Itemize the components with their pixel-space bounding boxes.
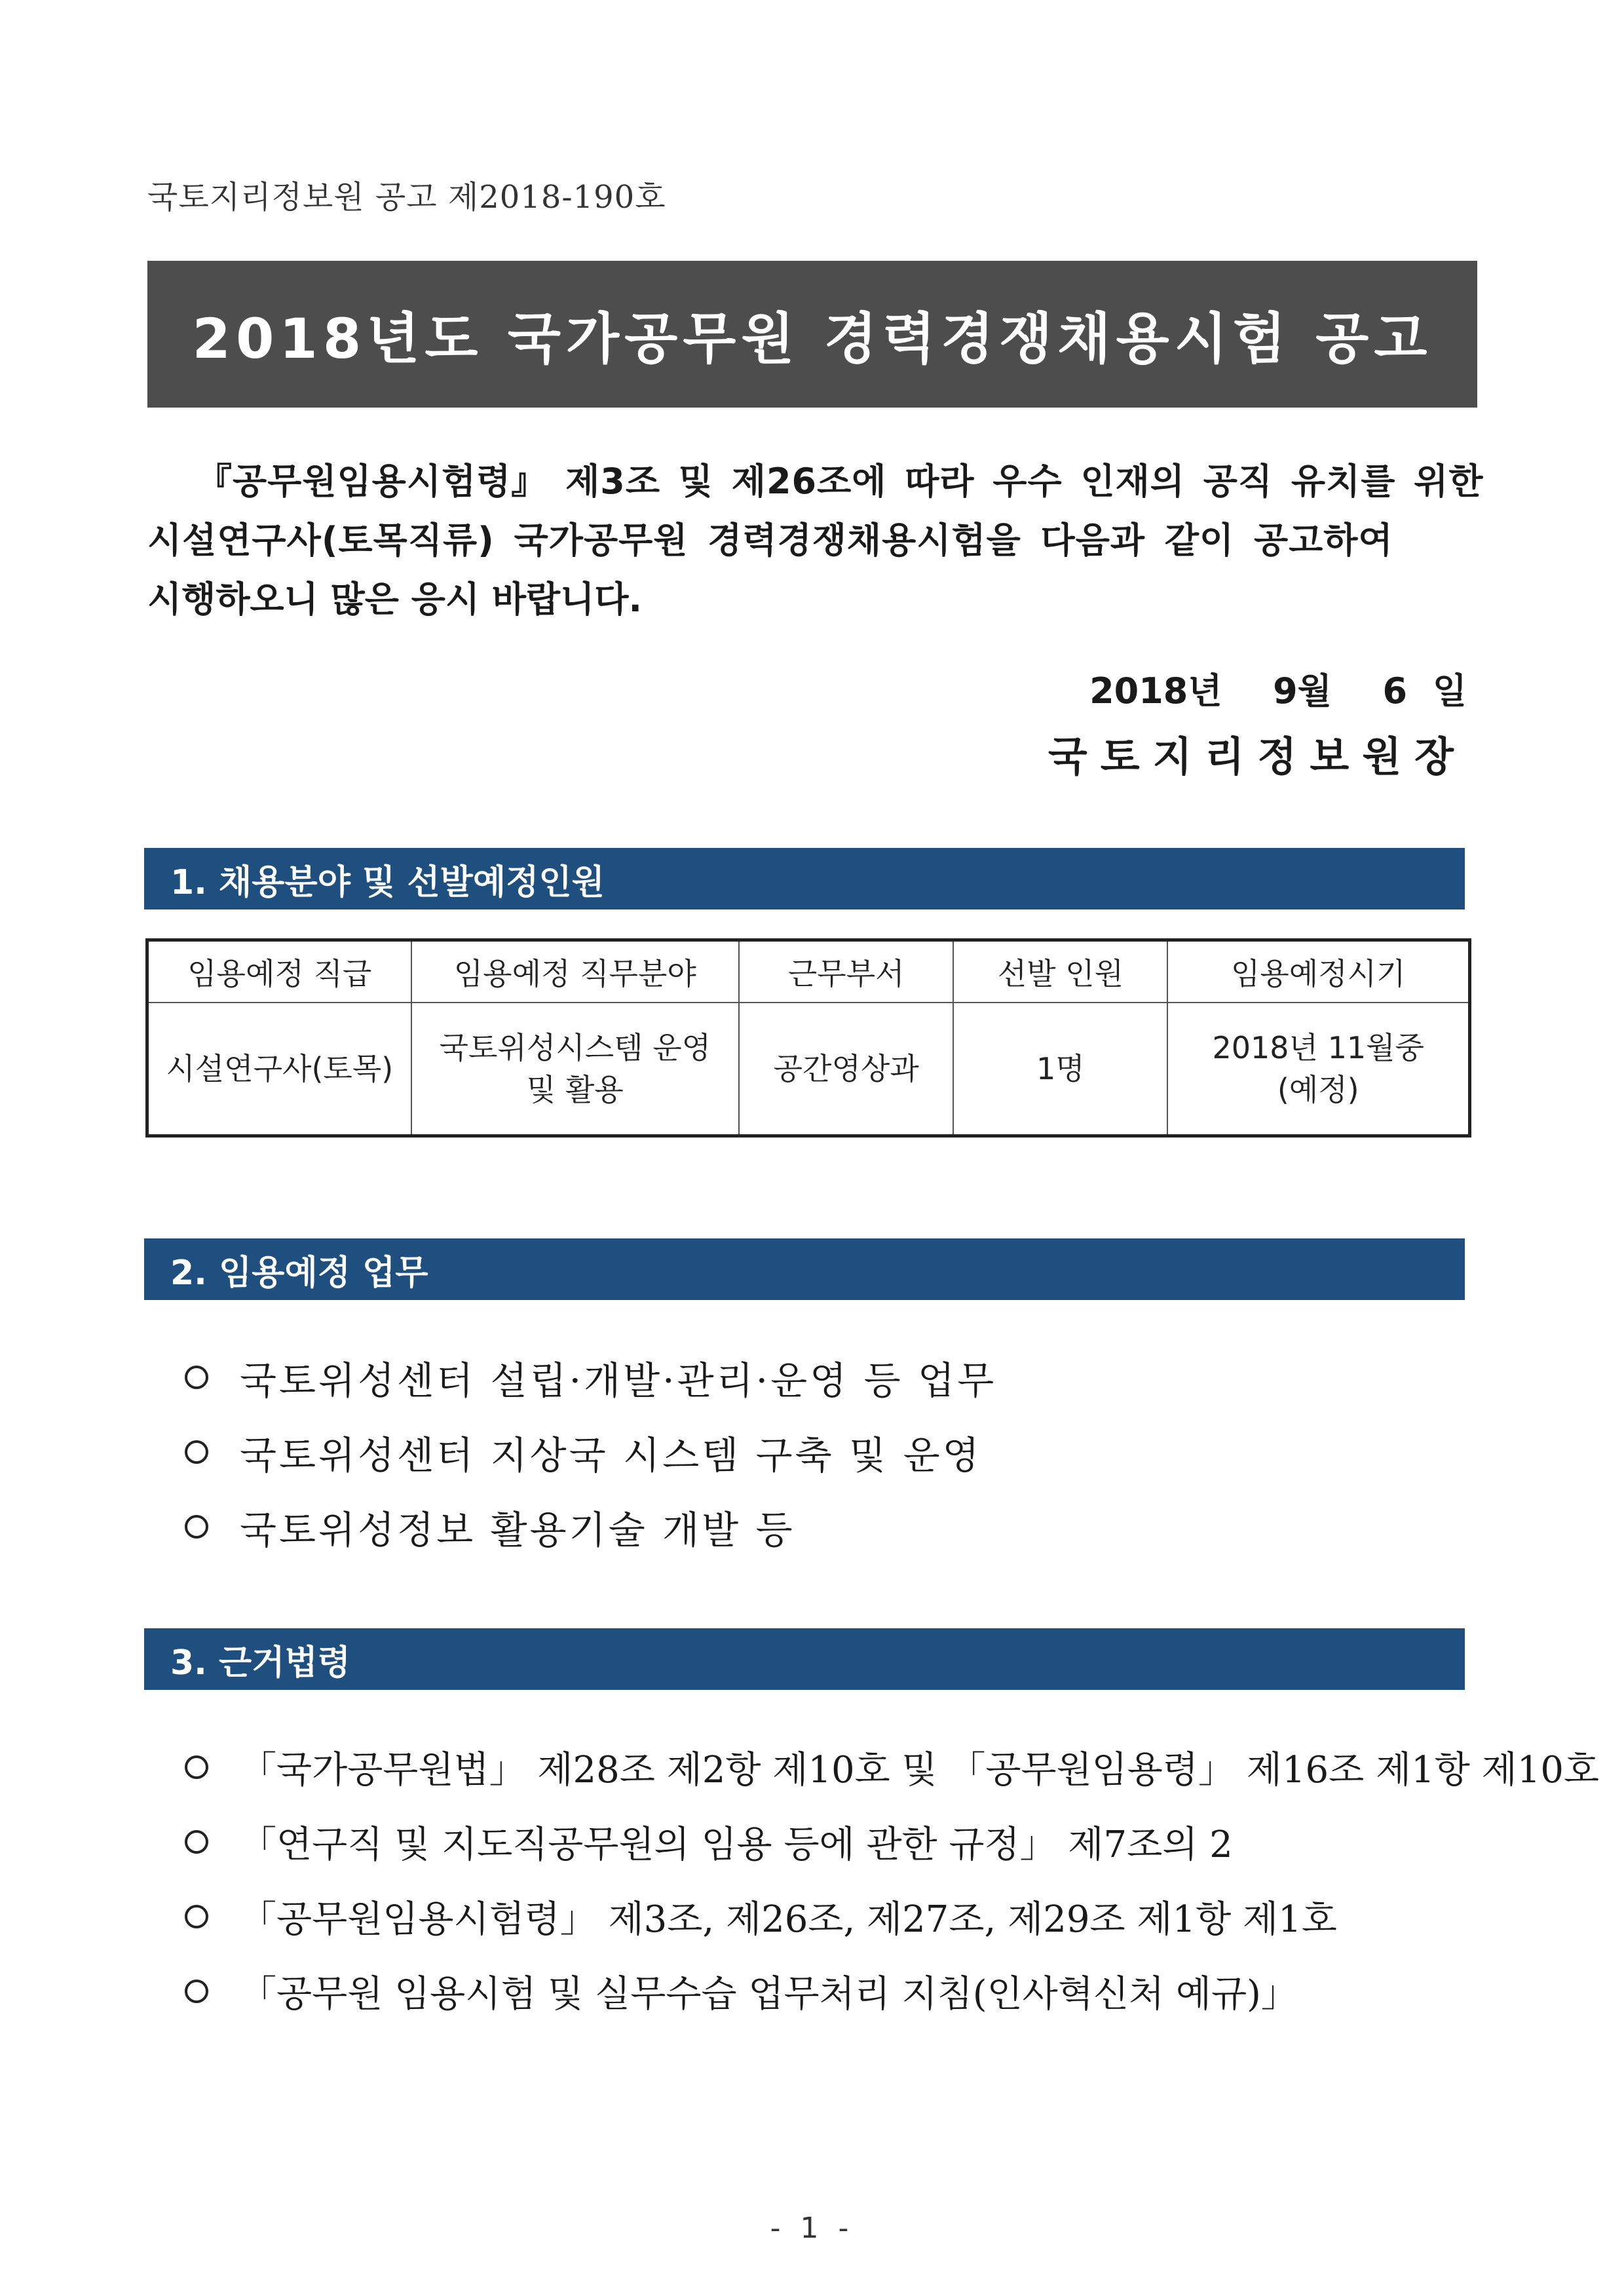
list-item xyxy=(185,1489,1495,1564)
list-item xyxy=(185,1730,1600,1805)
list-item xyxy=(185,1415,1495,1489)
list-item-text: 「공무원 임용시험 및 실무수습 업무처리 지침(인사혁신처 예규)」 xyxy=(240,1973,1298,2016)
column-header: 근무부서 xyxy=(739,940,953,1003)
list-item-text: 「연구직 및 지도직공무원의 임용 등에 관한 규정」 제7조의 2 xyxy=(240,1824,1233,1866)
list-item xyxy=(185,1954,1495,2029)
circle-bullet-icon xyxy=(185,1980,208,2003)
cell-period-line-2: (예정) xyxy=(1277,1072,1359,1107)
cell-field-line-2: 및 활용 xyxy=(526,1072,624,1107)
circle-bullet-icon xyxy=(185,1515,208,1539)
column-header: 임용예정 직무분야 xyxy=(411,940,740,1003)
intro-line-2: 시설연구사(토목직류) 국가공무원 경력경쟁채용시험을 다음과 같이 공고하여 xyxy=(147,520,1393,561)
circle-bullet-icon xyxy=(185,1830,208,1854)
circle-bullet-icon xyxy=(185,1905,208,1928)
page-number: - 1 - xyxy=(770,2211,854,2245)
document-title: 2018년도 국가공무원 경력경쟁채용시험 공고 xyxy=(192,306,1433,371)
intro-paragraph xyxy=(147,452,1484,629)
cell-period xyxy=(1167,1003,1469,1136)
notice-date: 2018년 9월 6 일 xyxy=(1089,670,1467,712)
cell-field xyxy=(411,1003,740,1136)
list-item xyxy=(185,1805,1495,1879)
section-3-title: 3. 근거법령 xyxy=(170,1643,350,1683)
intro-line-3: 시행하오니 많은 응시 바랍니다. xyxy=(147,579,643,620)
section-3-header xyxy=(144,1628,1465,1690)
positions-table xyxy=(145,938,1471,1138)
section-1-title: 1. 채용분야 및 선발예정인원 xyxy=(170,862,605,902)
list-item-text: 「국가공무원법」 제28조 제2항 제10호 및 「공무원임용령」 제16조 제1항 제10호 xyxy=(240,1749,1600,1791)
cell-period-line-1: 2018년 11월중 xyxy=(1212,1030,1424,1065)
laws-list xyxy=(185,1730,1600,2029)
section-2-title: 2. 임용예정 업무 xyxy=(170,1253,428,1293)
circle-bullet-icon xyxy=(185,1366,208,1389)
notice-number: 국토지리정보원 공고 제2018-190호 xyxy=(147,179,666,216)
list-item-text: 국토위성정보 활용기술 개발 등 xyxy=(240,1508,795,1552)
section-1-header xyxy=(144,848,1465,909)
cell-field-line-1: 국토위성시스템 운영 xyxy=(439,1030,711,1065)
column-header: 임용예정시기 xyxy=(1167,940,1469,1003)
duties-list xyxy=(185,1340,1495,1564)
list-item-text: 국토위성센터 지상국 시스템 구축 및 운영 xyxy=(240,1433,982,1478)
intro-line-1: 『공무원임용시험령』 제3조 및 제26조에 따라 우수 인재의 공직 유치를 위한 xyxy=(197,461,1484,502)
list-item xyxy=(185,1340,1495,1415)
column-header: 선발 인원 xyxy=(953,940,1167,1003)
table-row xyxy=(147,1003,1470,1136)
list-item-text: 국토위성센터 설립·개발·관리·운영 등 업무 xyxy=(240,1358,997,1403)
cell-department: 공간영상과 xyxy=(739,1003,953,1136)
section-2-header xyxy=(144,1238,1465,1300)
circle-bullet-icon xyxy=(185,1755,208,1779)
cell-headcount: 1명 xyxy=(953,1003,1167,1136)
issuer-name: 국토지리정보원장 xyxy=(1048,733,1467,780)
list-item xyxy=(185,1879,1495,1954)
column-header: 임용예정 직급 xyxy=(147,940,411,1003)
circle-bullet-icon xyxy=(185,1440,208,1464)
cell-grade: 시설연구사(토목) xyxy=(147,1003,411,1136)
title-banner xyxy=(147,261,1477,408)
list-item-text: 「공무원임용시험령」 제3조, 제26조, 제27조, 제29조 제1항 제1호 xyxy=(240,1898,1337,1941)
table-header-row xyxy=(147,940,1470,1003)
